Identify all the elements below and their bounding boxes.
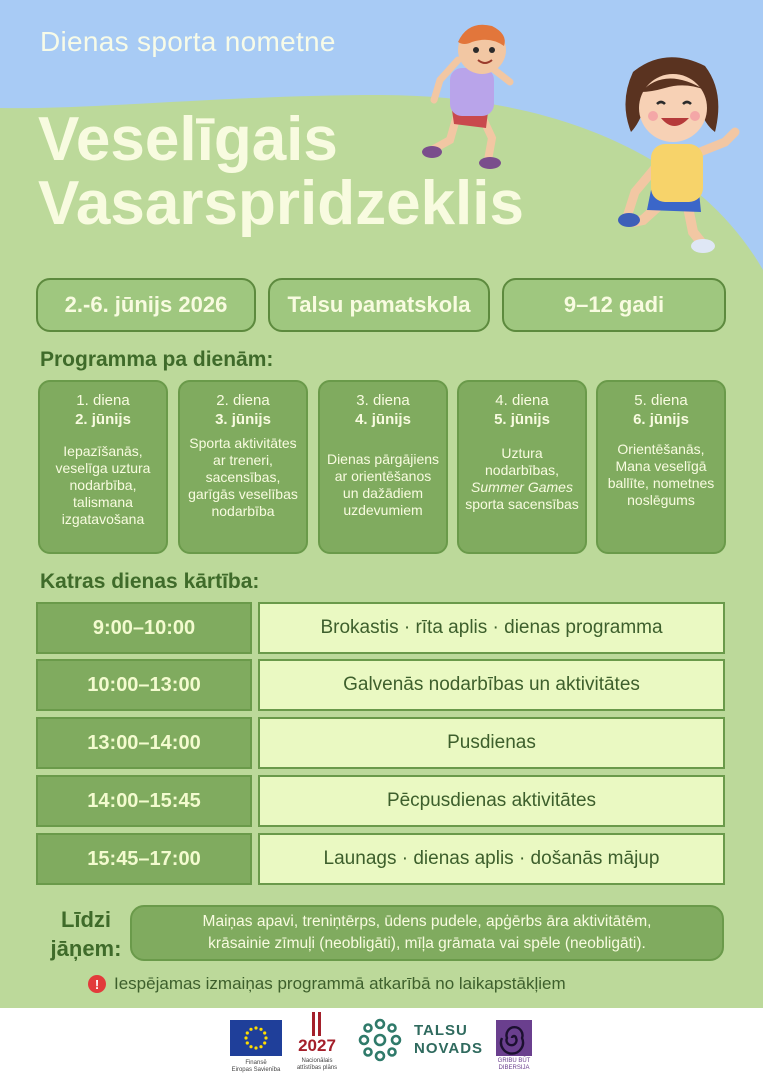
schedule-heading: Katras dienas kārtība: [40, 570, 260, 593]
day-number: 2. diena [216, 392, 270, 409]
talsu-novads-logo [414, 1022, 483, 1058]
day-card-3 [318, 380, 448, 554]
running-girl-illustration [605, 52, 755, 262]
nap-year: 2027 [298, 1036, 336, 1055]
day-description-part: Uztura nodarbības, [485, 445, 559, 478]
info-pills [36, 278, 726, 334]
day-date: 6. jūnijs [633, 411, 689, 428]
schedule-time: 10:00–13:00 [36, 659, 252, 711]
title-line-1: Veselīgais [38, 105, 338, 174]
day-number: 4. diena [495, 392, 549, 409]
schedule-time: 9:00–10:00 [36, 602, 252, 654]
day-description: Orientēšanās, Mana veselīgā ballīte, nometnes noslēgums [607, 441, 715, 508]
bring-heading-line-1: Līdzi [60, 907, 112, 932]
bring-list [130, 905, 724, 961]
schedule-time: 14:00–15:45 [36, 775, 252, 827]
schedule-row [36, 717, 725, 769]
day-number: 5. diena [634, 392, 688, 409]
day-card-4 [457, 380, 587, 554]
schedule-row [36, 775, 725, 827]
day-card-1 [38, 380, 168, 554]
nap-caption-line-1: Nacionālais [301, 1058, 333, 1064]
schedule-activity: Launags · dienas aplis · došanās mājup [258, 833, 725, 885]
nap-caption [290, 1058, 344, 1072]
bring-list-line-2: krāsainie zīmuļi (neobligāti), mīļa grāmata vai spēle (neobligāti). [208, 935, 646, 952]
day-number: 3. diena [356, 392, 410, 409]
eu-caption-line-2: Eiropas Savienība [231, 1067, 281, 1073]
dates-pill: 2.-6. jūnijs 2026 [36, 278, 256, 332]
nap-caption-line-2: attīstības plāns [296, 1065, 338, 1071]
nap-bars-icon [312, 1012, 322, 1038]
schedule-activity: Pēcpusdienas aktivitātes [258, 775, 725, 827]
weather-note [88, 974, 566, 994]
gribu-but-caption [490, 1058, 538, 1072]
day-description [459, 445, 585, 513]
day-card-5 [596, 380, 726, 554]
bring-heading-line-2: jāņem: [50, 936, 122, 961]
day-description-part: sporta sacensības [465, 496, 579, 512]
ages-pill: 9–12 gadi [502, 278, 726, 332]
schedule-activity: Pusdienas [258, 717, 725, 769]
bring-heading [48, 905, 124, 963]
day-date: 3. jūnijs [215, 411, 271, 428]
summer-games-name: Summer Games [471, 479, 573, 495]
day-description: Sporta aktivitātes ar treneri, sacensības, garīgās veselības nodarbība [188, 435, 298, 519]
gribu-but-caption-line-1: GRIBU BŪT [497, 1058, 531, 1064]
day-number: 1. diena [76, 392, 130, 409]
schedule-row [36, 602, 725, 654]
camp-subtitle: Dienas sporta nometne [40, 26, 336, 57]
day-date: 2. jūnijs [75, 411, 131, 428]
schedule-row [36, 659, 725, 711]
day-date: 5. jūnijs [494, 411, 550, 428]
day-date: 4. jūnijs [355, 411, 411, 428]
schedule-time: 15:45–17:00 [36, 833, 252, 885]
schedule-row [36, 833, 725, 885]
sponsor-footer [0, 1008, 763, 1080]
place-pill: Talsu pamatskola [268, 278, 490, 332]
schedule-time: 13:00–14:00 [36, 717, 252, 769]
eu-caption [226, 1060, 286, 1074]
eu-flag-logo [230, 1020, 282, 1056]
page-title [38, 105, 524, 238]
talsu-ornament-icon [356, 1016, 404, 1064]
eu-caption-line-1: Finansē [245, 1060, 267, 1066]
day-card-2 [178, 380, 308, 554]
talsu-logo-line-2: NOVADS [414, 1040, 484, 1057]
eu-stars-icon [230, 1020, 282, 1056]
spiral-icon [496, 1020, 532, 1056]
gribu-but-logo [496, 1020, 532, 1056]
day-description: Dienas pārgājiens ar orientēšanos un dažādiem uzdevumiem [326, 451, 440, 518]
gribu-but-caption-line-2: DIBERSIJA [498, 1065, 530, 1071]
bring-list-line-1: Maiņas apavi, treniņtērps, ūdens pudele, apģērbs āra aktivitātēm, [202, 913, 652, 930]
program-heading: Programma pa dienām: [40, 348, 274, 371]
program-days [38, 380, 728, 555]
day-description: Iepazīšanās, veselīga uztura nodarbība, talismana izgatavošana [55, 443, 151, 527]
schedule-activity: Brokastis · rīta aplis · dienas programma [258, 602, 725, 654]
title-line-2: Vasarspridzeklis [38, 169, 524, 238]
schedule-activity: Galvenās nodarbības un aktivitātes [258, 659, 725, 711]
talsu-logo-line-1: TALSU [414, 1022, 468, 1039]
alert-icon: ! [88, 975, 106, 993]
weather-note-text: Iespējamas izmaiņas programmā atkarībā no laikapstākļiem [114, 974, 566, 993]
